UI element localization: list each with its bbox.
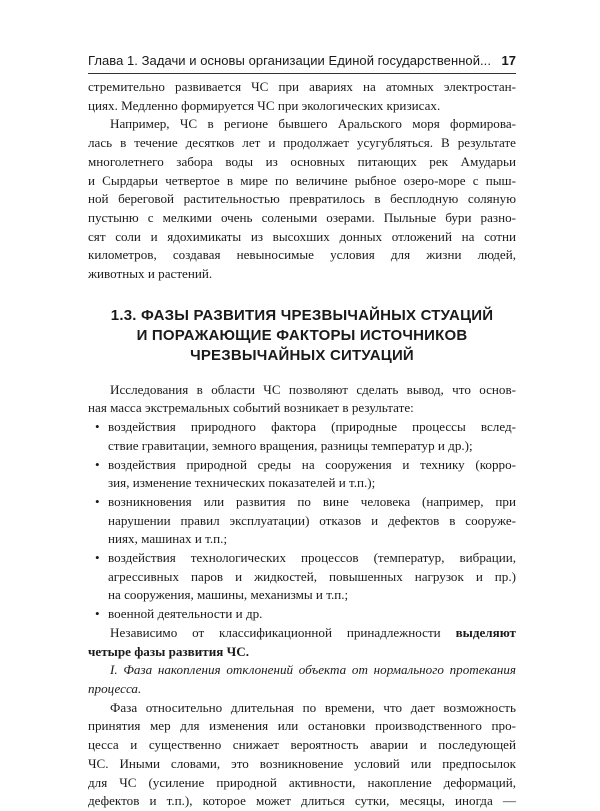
text-line (88, 624, 516, 643)
text-line: воздействия природного фактора (природные процессы вслед- (108, 419, 516, 435)
running-title: Глава 1. Задачи и основы организации Единой государственной... (88, 53, 492, 68)
text-line: зия, изменение технических показателей и т.п.); (108, 475, 376, 491)
text-line: ниях, машинах и т.п.; (108, 531, 228, 547)
bullet-icon: • (95, 550, 100, 566)
list-item (88, 456, 516, 493)
text-line: I. Фаза накопления отклонений объекта от нормального протекания (110, 662, 516, 678)
text-line: ЧС. Иными словами, это возникновение условий или предпосылок (88, 755, 516, 771)
text-line: Например, ЧС в регионе бывшего Аральского моря формирова- (110, 116, 516, 132)
page-number: 17 (501, 53, 516, 68)
heading-line: ЧРЕЗВЫЧАЙНЫХ СИТУАЦИЙ (190, 346, 414, 364)
text-line: воздействия природной среды на сооружения и технику (корро- (108, 456, 516, 472)
text-line: возникновения или развития по вине человека (например, при (108, 493, 516, 509)
paragraph-phases (88, 624, 516, 661)
text-line: ной береговой растительностью превратилось в бесплодную соляную (88, 191, 516, 207)
list-item (88, 549, 516, 605)
text-line: нарушении правил эксплуатации) отказов и дефектов в сооруже- (108, 512, 516, 528)
list-item (88, 605, 516, 624)
phase-1-title (88, 661, 516, 698)
bullet-icon: • (95, 493, 100, 509)
text-line: агрессивных паров и жидкостей, повышенных нагрузок и пр.) (108, 568, 516, 584)
text-line: циях. Медленно формируется ЧС при экологических кризисах. (88, 97, 441, 113)
heading-line: 1.3. ФАЗЫ РАЗВИТИЯ ЧРЕЗВЫЧАЙНЫХ СТУАЦИЙ (110, 306, 494, 324)
bullet-icon: • (95, 606, 100, 622)
running-header (88, 50, 516, 74)
bullet-icon: • (95, 456, 100, 472)
paragraph-intro (88, 381, 516, 418)
text-line: пустыню с мелкими очень солеными озерами. Пыльные бури разно- (88, 209, 516, 225)
text-line: цесса и существенно снижает вероятность аварии и последующей (88, 737, 516, 753)
phases-text: Независимо от классификационной принадлежности (110, 624, 441, 640)
text-line: процесса. (88, 680, 142, 696)
text-line: принятия мер для изменения или остановки производственного про- (88, 718, 516, 734)
text-line: ная масса экстремальных событий возникает в результате: (88, 400, 414, 416)
text-line: ствие гравитации, земного вращения, разницы температур и др.); (108, 437, 473, 453)
text-line: дефектов и т.п.), которое может длиться сутки, месяцы, иногда — (88, 793, 516, 809)
text-line: для ЧС (усиление природной активности, накопление деформаций, (88, 774, 516, 790)
header-rule (88, 73, 516, 74)
phases-emphasis-line: четыре фазы развития ЧС. (88, 643, 249, 659)
paragraph-phase-1 (88, 699, 516, 811)
text-line: километров, создавая невыносимые условия для жизни людей, (88, 247, 516, 263)
heading-line: И ПОРАЖАЮЩИЕ ФАКТОРЫ ИСТОЧНИКОВ (136, 326, 468, 344)
list-item (88, 493, 516, 549)
text-line: на сооружения, машины, механизмы и т.п.; (108, 587, 349, 603)
paragraph-continuation (88, 78, 516, 115)
text-line: Исследования в области ЧС позволяют сделать вывод, что основ- (110, 381, 516, 397)
text-line: многолетнего забора воды из основных питающих рек Амударьи (88, 153, 516, 169)
paragraph-aral-sea (88, 115, 516, 283)
causes-list (88, 418, 516, 624)
body-text (88, 78, 516, 811)
section-heading (88, 306, 516, 366)
text-line: Фаза относительно длительная по времени, что дает возможность (110, 699, 516, 715)
phases-emphasis: выделяют (455, 624, 516, 640)
list-item (88, 418, 516, 455)
text-line: сят соли и ядохимикаты из высохших донных отложений на сотни (88, 228, 516, 244)
text-line: лась в течение десятков лет и продолжает усугубляться. В результате (88, 135, 516, 151)
text-line: и Сырдарьи четвертое в мире по величине рыбное озеро-море с пыш- (88, 172, 516, 188)
text-line: воздействия технологических процессов (температур, вибрации, (108, 550, 516, 566)
text-line: животных и растений. (88, 266, 213, 282)
text-line: стремительно развивается ЧС при авариях на атомных электростан- (88, 79, 516, 94)
bullet-icon: • (95, 419, 100, 435)
text-line: военной деятельности и др. (108, 606, 263, 622)
